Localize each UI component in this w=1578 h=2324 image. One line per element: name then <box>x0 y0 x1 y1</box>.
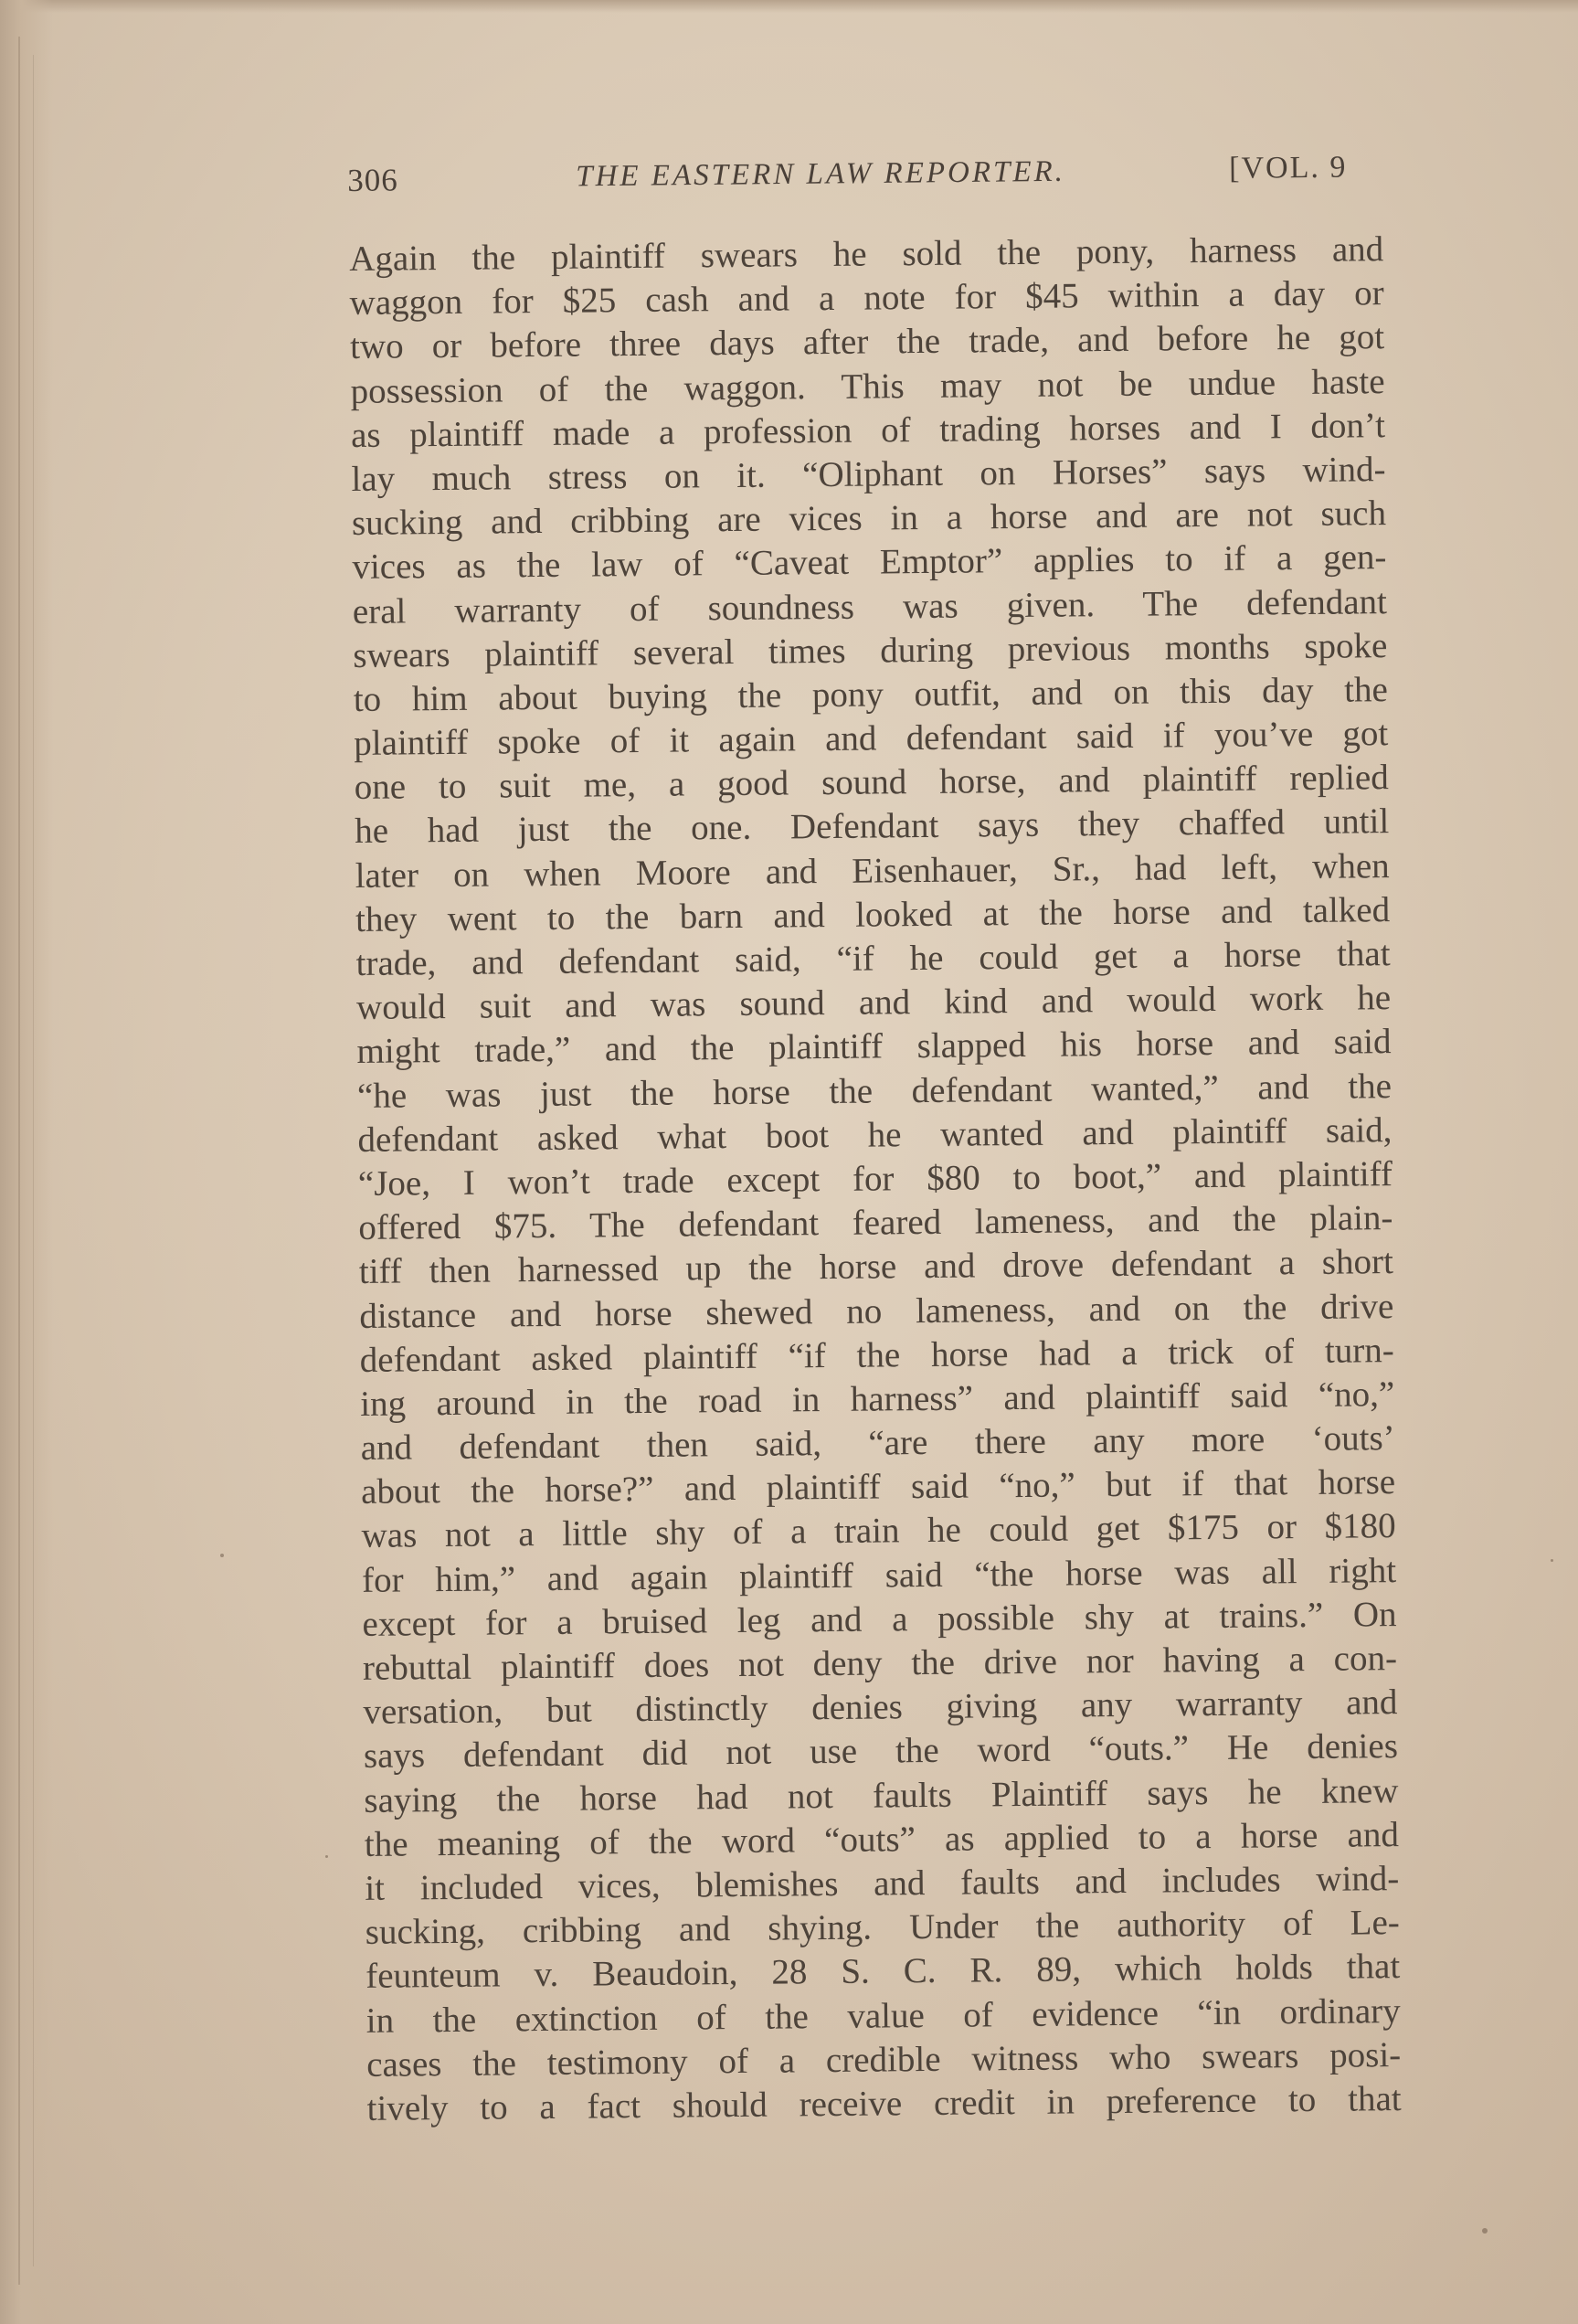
text-line: “Joe, I won’t trade except for $80 to boot,” and plaintiff <box>357 1154 1393 1204</box>
text-line: lay much stress on it. “Oliphant on Horses” says wind- <box>351 450 1386 499</box>
text-line: cases the testimony of a credible witness who swears posi- <box>365 2034 1402 2085</box>
text-line: about the horse?” and plaintiff said “no,” but if that horse <box>360 1462 1396 1512</box>
text-line: vices as the law of “Caveat Emptor” applies to if a gen- <box>352 537 1387 588</box>
text-line: defendant asked plaintiff “if the horse had a trick of turn- <box>359 1330 1394 1380</box>
text-line: waggon for $25 cash and a note for $45 within a day or <box>349 273 1384 324</box>
text-line: eral warranty of soundness was given. The defendant <box>352 581 1388 631</box>
text-line: distance and horse shewed no lameness, and on the drive <box>359 1286 1394 1336</box>
text-line: he had just the one. Defendant says they chaffed until <box>355 801 1390 852</box>
text-line: would suit and was sound and kind and would work he <box>355 978 1392 1028</box>
text-line: defendant asked what boot he wanted and plaintiff said, <box>357 1109 1393 1160</box>
text-line: later on when Moore and Eisenhauer, Sr., had left, when <box>355 845 1390 896</box>
text-line: says defendant did not use the word “outs.” He denies <box>363 1726 1399 1777</box>
volume-label: [VOL. 9 <box>1228 150 1348 186</box>
text-line: saying the horse had not faults Plaintiff says he knew <box>364 1770 1399 1820</box>
text-line: two or before three days after the trade, and before he got <box>349 317 1385 367</box>
text-line: Again the plaintiff swears he sold the pony, harness and <box>349 229 1384 279</box>
text-line: as plaintiff made a profession of trading horses and I don’t <box>350 405 1386 455</box>
text-line: was not a little shy of a train he could get $175 or $180 <box>361 1506 1396 1556</box>
text-line: the meaning of the word “outs” as applied to a horse and <box>364 1814 1400 1864</box>
text-line: feunteum v. Beaudoin, 28 S. C. R. 89, which holds that <box>365 1947 1401 1997</box>
paper-speck <box>1482 2228 1488 2234</box>
text-line: one to suit me, a good sound horse, and plaintiff replied <box>354 758 1389 808</box>
text-line: versation, but distinctly denies giving any warranty and <box>363 1682 1398 1733</box>
page-binding-line <box>18 37 20 2285</box>
paper-speck <box>220 1554 224 1557</box>
text-line: offered $75. The defendant feared lameness, and the plain- <box>358 1198 1393 1248</box>
text-line: rebuttal plaintiff does not deny the drive nor having a con- <box>362 1639 1398 1688</box>
text-line: sucking, cribbing and shying. Under the authority of Le- <box>365 1903 1400 1953</box>
text-line: swears plaintiff several times during previous months spoke <box>353 625 1388 675</box>
page-number: 306 <box>347 162 398 198</box>
text-line: possession of the waggon. This may not be undue haste <box>350 361 1385 411</box>
text-line: plaintiff spoke of it again and defendant said if you’ve got <box>354 714 1389 764</box>
text-line: tiff then harnessed up the horse and drove defendant a short <box>358 1242 1394 1292</box>
page-binding-line <box>33 55 34 2266</box>
body-text <box>349 228 1402 2131</box>
text-line: in the extinction of the value of evidence “in ordinary <box>365 1990 1401 2041</box>
text-line: might trade,” and the plaintiff slapped his horse and said <box>356 1022 1392 1072</box>
paper-speck <box>325 1855 328 1858</box>
page-top-edge <box>0 0 1578 13</box>
text-line: sucking and cribbing are vices in a horse and are not such <box>351 493 1387 544</box>
text-line: they went to the barn and looked at the horse and talked <box>355 889 1391 939</box>
text-line: “he was just the horse the defendant wanted,” and the <box>356 1066 1393 1116</box>
text-line: except for a bruised leg and a possible shy at trains.” On <box>362 1594 1397 1644</box>
text-line: it included vices, blemishes and faults and includes wind- <box>365 1858 1400 1908</box>
running-header <box>347 146 1362 208</box>
text-line: for him,” and again plaintiff said “the horse was all right <box>361 1550 1397 1600</box>
text-line: and defendant then said, “are there any more ‘outs’ <box>360 1418 1395 1469</box>
text-line: ing around in the road in harness” and plaintiff said “no,” <box>360 1374 1395 1424</box>
text-line: to him about buying the pony outfit, and on this day the <box>353 669 1389 719</box>
page-binding-edge <box>0 0 53 2324</box>
paper-speck <box>1551 1559 1553 1562</box>
text-line: tively to a fact should receive credit in preference to that <box>366 2078 1402 2128</box>
text-line: trade, and defendant said, “if he could get a horse that <box>355 934 1391 983</box>
running-title: THE EASTERN LAW REPORTER. <box>576 154 1066 194</box>
